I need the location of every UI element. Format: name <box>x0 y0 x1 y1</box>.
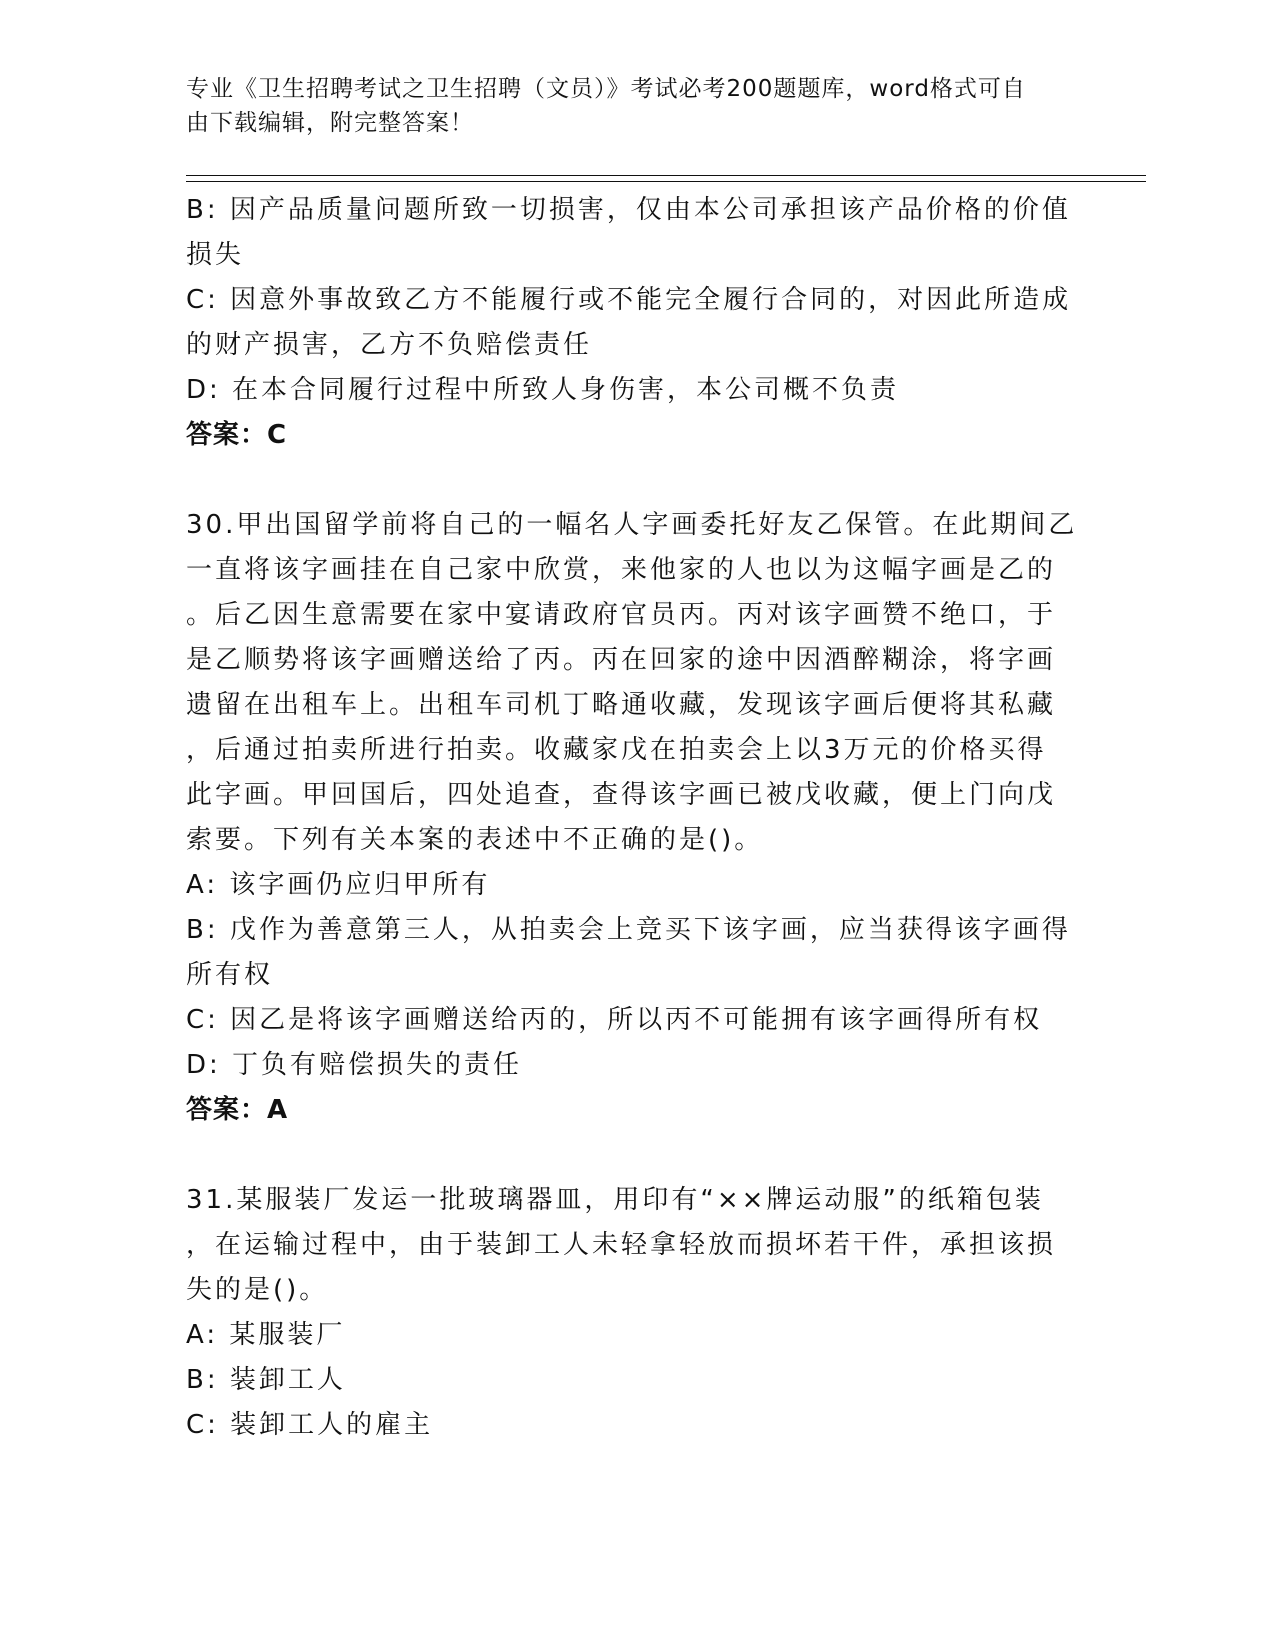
q29-option-d: D: 在本合同履行过程中所致人身伤害，本公司概不负责 <box>186 375 900 405</box>
question-30 <box>186 503 1078 1133</box>
question-29-options <box>186 188 1072 458</box>
q29-option-c-line-2: 的财产损害，乙方不负赔偿责任 <box>186 330 593 360</box>
spacer <box>186 458 1066 503</box>
q31-stem-line: 31.某服装厂发运一批玻璃器皿，用印有“××牌运动服”的纸箱包装 <box>186 1185 1044 1215</box>
q29-option-c-line-1: C: 因意外事故致乙方不能履行或不能完全履行合同的，对因此所造成 <box>186 285 1072 315</box>
q31-option-c: C: 装卸工人的雇主 <box>186 1410 434 1440</box>
q30-option-b-line-1: B: 戊作为善意第三人，从拍卖会上竞买下该字画，应当获得该字画得 <box>186 915 1071 945</box>
q29-answer: 答案：C <box>186 420 288 450</box>
q29-option-b-line-1: B: 因产品质量问题所致一切损害，仅由本公司承担该产品价格的价值 <box>186 195 1071 225</box>
q30-option-b-line-2: 所有权 <box>186 960 274 990</box>
q30-option-d: D: 丁负有赔偿损失的责任 <box>186 1050 523 1080</box>
q30-stem-line: 。后乙因生意需要在家中宴请政府官员丙。丙对该字画赞不绝口，于 <box>186 600 1057 630</box>
q30-stem-line: 30.甲出国留学前将自己的一幅名人字画委托好友乙保管。在此期间乙 <box>186 510 1078 540</box>
q30-answer: 答案：A <box>186 1095 289 1125</box>
question-content <box>186 188 1078 1448</box>
q30-stem-line: 此字画。甲回国后，四处追查，查得该字画已被戊收藏，便上门向戊 <box>186 780 1057 810</box>
q30-stem-line: 一直将该字画挂在自己家中欣赏，来他家的人也以为这幅字画是乙的 <box>186 555 1057 585</box>
q30-stem-line: ，后通过拍卖所进行拍卖。收藏家戊在拍卖会上以3万元的价格买得 <box>186 735 1047 765</box>
spacer <box>186 1133 1066 1178</box>
header-divider-bottom <box>186 181 1146 182</box>
q30-stem-line: 遗留在出租车上。出租车司机丁略通收藏，发现该字画后便将其私藏 <box>186 690 1057 720</box>
q31-option-a: A: 某服装厂 <box>186 1320 346 1350</box>
q31-stem-line: 失的是()。 <box>186 1275 329 1305</box>
header-divider-top <box>186 175 1146 176</box>
q30-option-a: A: 该字画仍应归甲所有 <box>186 870 491 900</box>
q31-stem-line: ，在运输过程中，由于装卸工人未轻拿轻放而损坏若干件，承担该损 <box>186 1230 1057 1260</box>
question-31 <box>186 1178 1066 1448</box>
q30-stem-line: 索要。下列有关本案的表述中不正确的是()。 <box>186 825 764 855</box>
header-line-1: 专业《卫生招聘考试之卫生招聘（文员）》考试必考200题题库，word格式可自 <box>186 76 1026 102</box>
header-line-2: 由下载编辑，附完整答案！ <box>186 110 474 136</box>
q30-stem-line: 是乙顺势将该字画赠送给了丙。丙在回家的途中因酒醉糊涂，将字画 <box>186 645 1057 675</box>
q31-option-b: B: 装卸工人 <box>186 1365 346 1395</box>
document-header <box>186 72 1066 140</box>
q29-option-b-line-2: 损失 <box>186 240 245 270</box>
q30-option-c: C: 因乙是将该字画赠送给丙的，所以丙不可能拥有该字画得所有权 <box>186 1005 1043 1035</box>
